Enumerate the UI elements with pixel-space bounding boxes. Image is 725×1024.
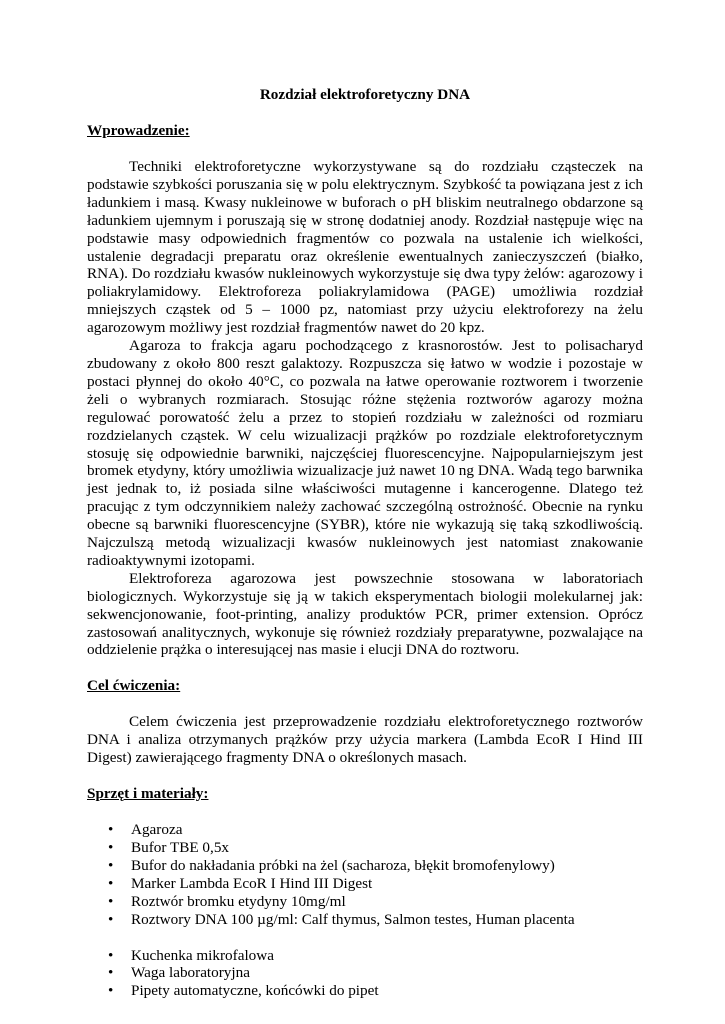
list-item-text: Roztwory DNA 100 µg/ml: Calf thymus, Salmon testes, Human placenta <box>131 910 575 928</box>
list-item <box>87 839 643 857</box>
list-item-text: Bufor do nakładania próbki na żel (sacharoza, błękit bromofenylowy) <box>131 856 555 874</box>
bullet-icon: • <box>108 821 114 839</box>
list-item <box>87 875 643 893</box>
list-item <box>87 982 643 1000</box>
list-item <box>87 893 643 911</box>
bullet-icon: • <box>108 892 114 910</box>
bullet-icon: • <box>108 856 114 874</box>
list-item <box>87 964 643 982</box>
bullet-icon: • <box>108 946 114 964</box>
list-item-text: Marker Lambda EcoR I Hind III Digest <box>131 874 373 892</box>
list-item <box>87 947 643 965</box>
bullet-icon: • <box>108 964 114 982</box>
bullet-icon: • <box>108 982 114 1000</box>
bullet-icon: • <box>108 874 114 892</box>
list-item-text: Agaroza <box>131 821 183 839</box>
list-item-text: Bufor TBE 0,5x <box>131 839 230 856</box>
equipment-heading: Sprzęt i materiały: <box>87 785 209 803</box>
goal-heading: Cel ćwiczenia: <box>87 677 181 695</box>
list-item <box>87 857 643 875</box>
list-item <box>87 821 643 839</box>
equipment-list <box>87 947 643 1001</box>
list-item-text: Kuchenka mikrofalowa <box>131 946 274 964</box>
list-item <box>87 911 643 929</box>
materials-list <box>87 821 643 928</box>
bullet-icon: • <box>108 910 114 928</box>
intro-paragraph-1: Techniki elektroforetyczne wykorzystywane są do rozdziału cząsteczek na podstawie szybkości poruszania się w polu elektrycznym. Szybkość ta powiązana jest z ich ładunkiem i masą. Kwasy nukleinowe w buforach o pH bliskim neutralnego obdarzone są ładunkiem ujemnym i poruszają się w stronę dodatniej anody. Rozdział następuje więc na podstawie masy odpowiednich fragmentów co pozwala na ustalenie ich wielkości, ustalenie degradacji preparatu oraz określenie ewentualnych zanieczyszczeń (białko, RNA). Do rozdziału kwasów nukleinowych wykorzystuje się dwa typy żelów: agarozowy i poliakrylamidowy. Elektroforeza poliakrylamidowa (PAGE) umożliwia rozdział mniejszych cząstek od 5 – 1000 pz, natomiast przy użyciu elektroforezy na żelu agarozowym możliwy jest rozdział fragmentów nawet do 20 kpz. <box>87 158 643 337</box>
list-item-text: Waga laboratoryjna <box>131 964 250 982</box>
goal-paragraph: Celem ćwiczenia jest przeprowadzenie rozdziału elektroforetycznego roztworów DNA i analiza otrzymanych prążków przy użycia markera (Lambda EcoR I Hind III Digest) zawierającego fragmenty DNA o określonych masach. <box>87 713 643 767</box>
document-title: Rozdział elektroforetyczny DNA <box>259 86 471 103</box>
intro-paragraph-3: Elektroforeza agarozowa jest powszechnie stosowana w laboratoriach biologicznych. Wykorzystuje się ją w takich eksperymentach biologii molekularnej jak: sekwencjonowanie, foot-printing, analizy produktów PCR, primer extension. Oprócz zastosowań analitycznych, wykonuje się również rozdziały preparatywne, pozwalające na oddzielenie prążka o interesującej nas masie i elucji DNA do roztworu. <box>87 569 643 659</box>
list-item-text: Roztwór bromku etydyny 10mg/ml <box>131 892 346 910</box>
bullet-icon: • <box>108 839 114 856</box>
intro-heading: Wprowadzenie: <box>87 122 190 139</box>
list-item-text: Pipety automatyczne, końcówki do pipet <box>131 982 379 1000</box>
document-page <box>87 86 643 1000</box>
intro-paragraph-2: Agaroza to frakcja agaru pochodzącego z krasnorostów. Jest to polisacharyd zbudowany z około 800 reszt galaktozy. Rozpuszcza się łatwo w wodzie i pozostaje w postaci płynnej do około 40°C, co pozwala na łatwe operowanie roztworem i tworzenie żeli o wybranych rozmiarach. Stosując różne stężenia roztworów agarozy można regulować porowatość żelu a przez to stopień rozdziału w zależności od rozmiaru rozdzielanych cząstek. W celu wizualizacji prążków po rozdziale elektroforetycznym stosuję się odpowiednie barwniki, najczęściej fluorescencyjne. Najpopularniejszym jest bromek etydyny, który umożliwia wizualizacje już nawet 10 ng DNA. Wadą tego barwnika jest jednak to, iż posiada silne właściwości mutagenne i kancerogenne. Dlatego też pracując z tym odczynnikiem należy zachować szczególną ostrożność. Obecnie na rynku obecne są barwniki fluorescencyjne (SYBR), które nie wykazują się taką szkodliwością. Najczulszą metodą wizualizacji kwasów nukleinowych jest natomiast znakowanie radioaktywnymi izotopami. <box>87 337 643 569</box>
